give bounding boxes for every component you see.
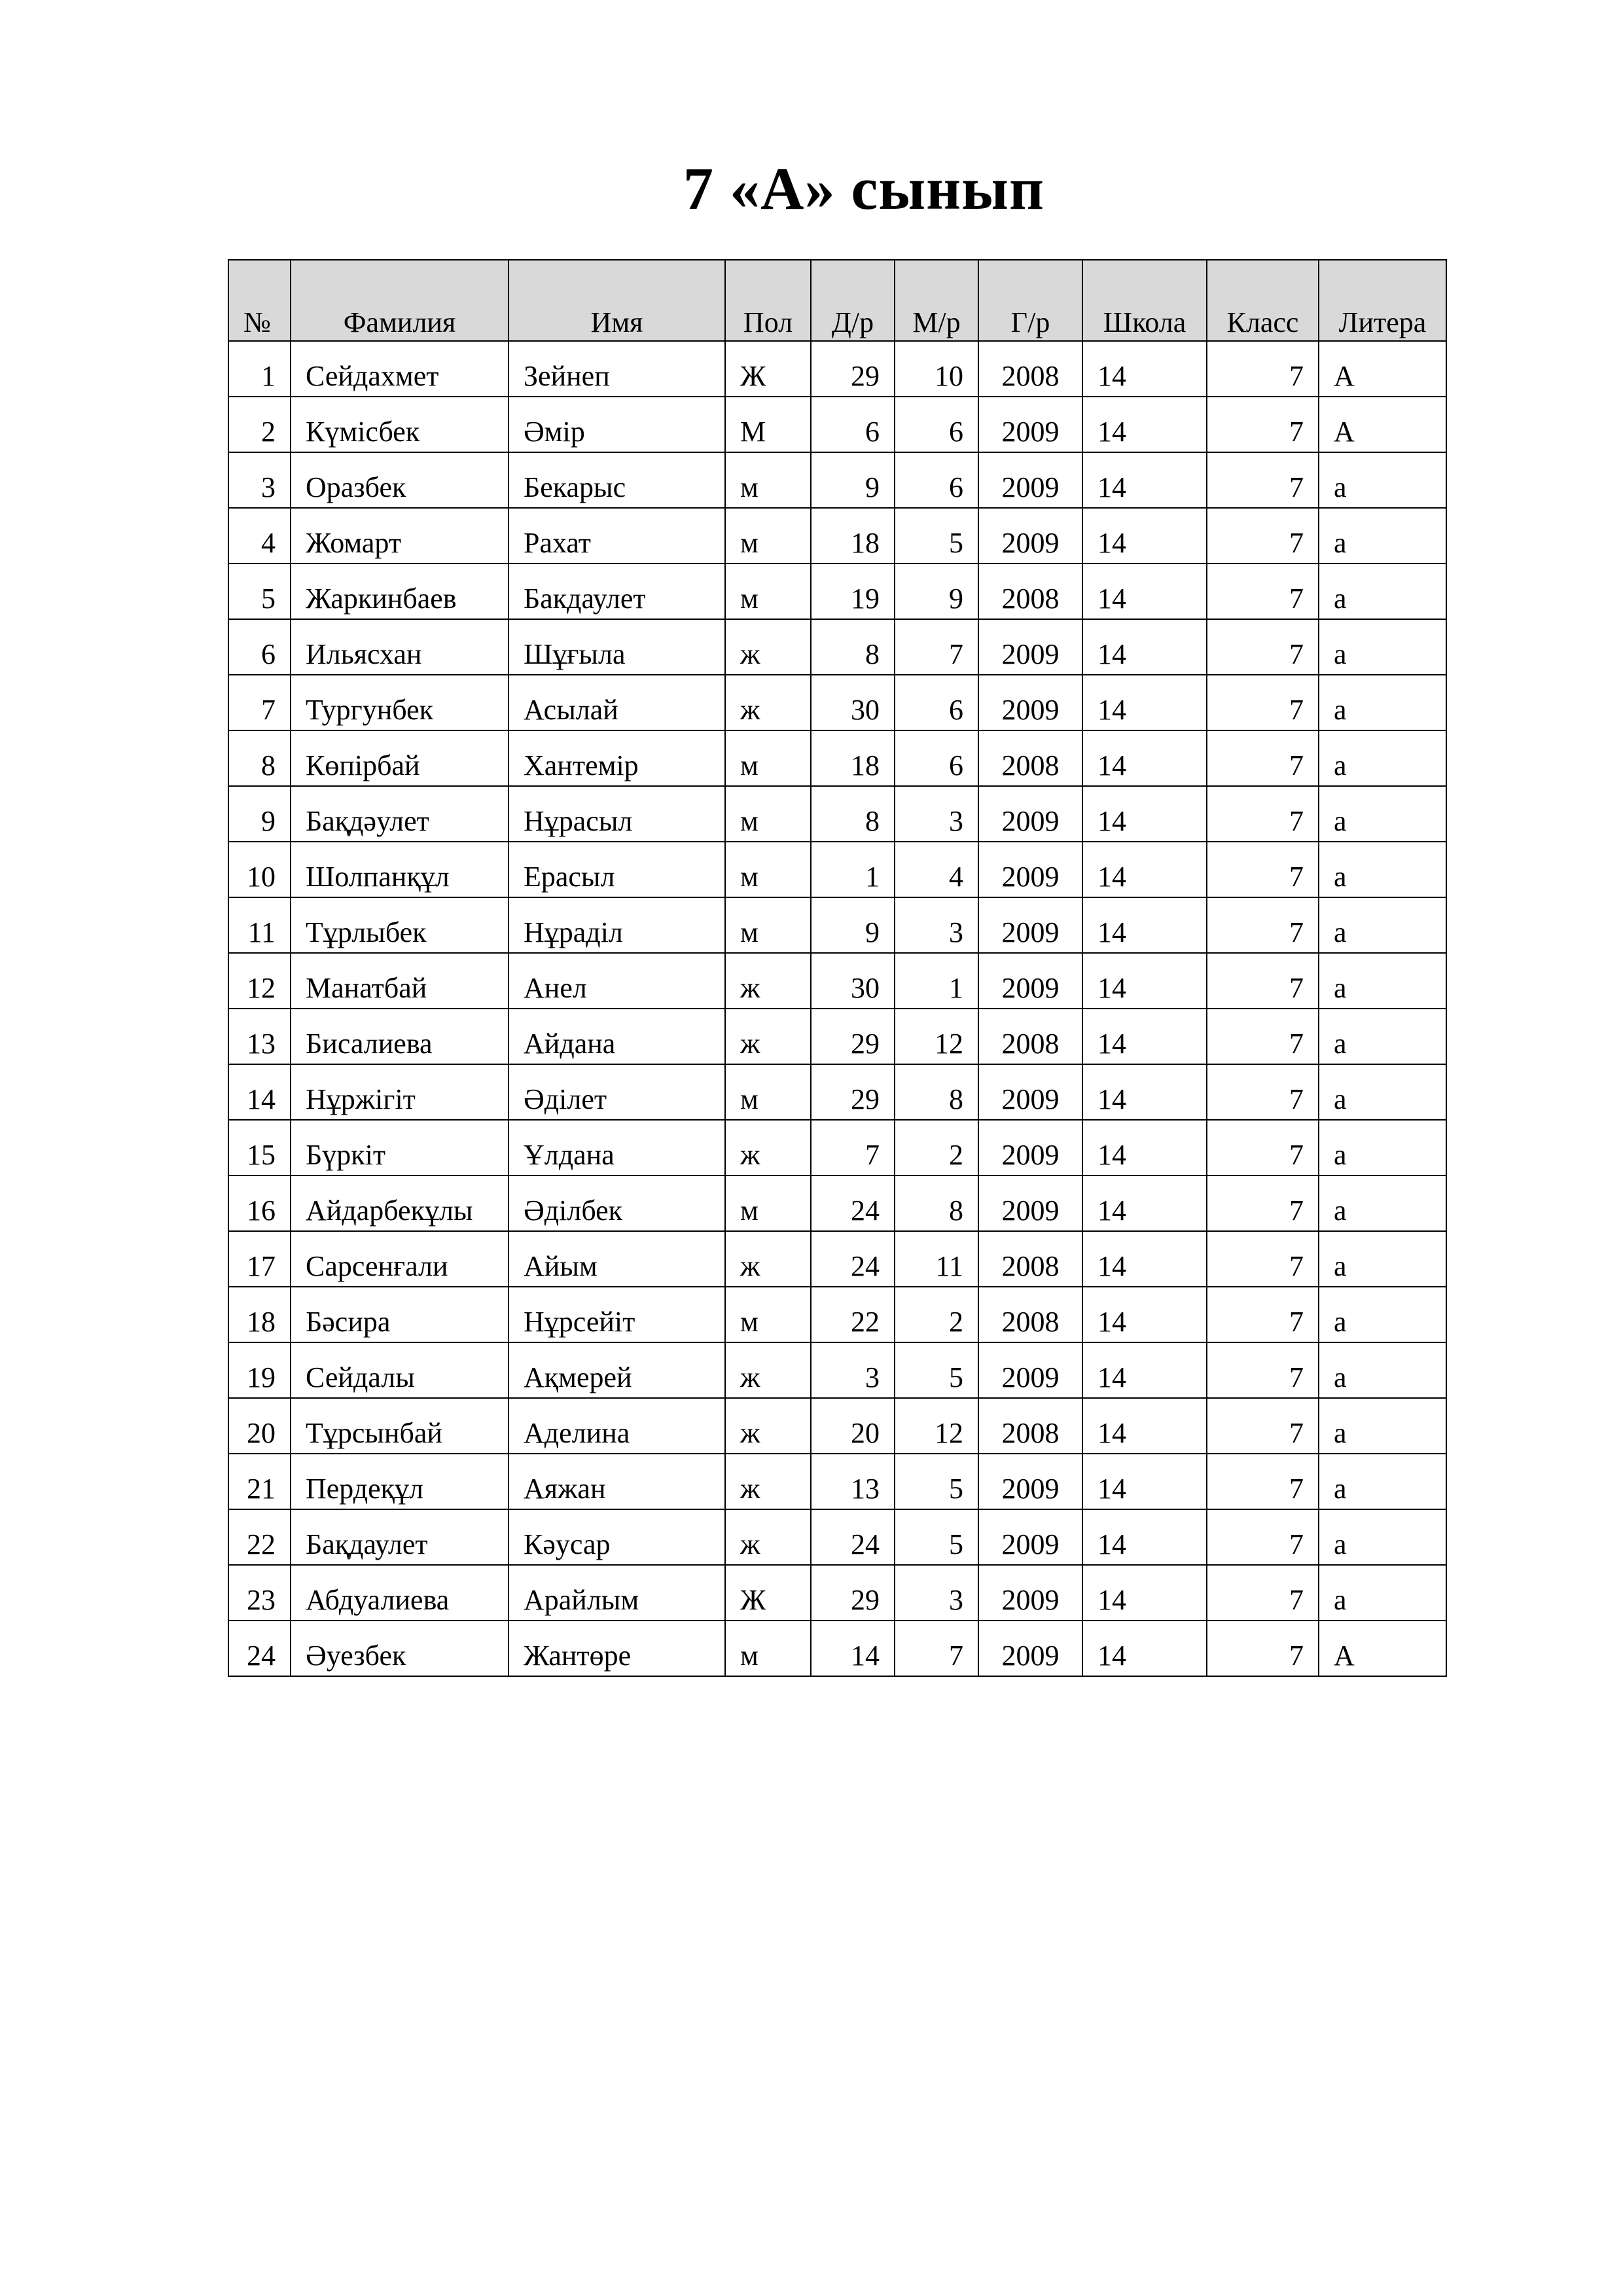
table-row: [228, 1565, 1446, 1621]
cell-month: 6: [895, 730, 978, 786]
table-row: [228, 675, 1446, 730]
cell-sex: ж: [725, 1454, 811, 1509]
cell-month: 5: [895, 1509, 978, 1565]
cell-letter: а: [1319, 730, 1446, 786]
table-row: [228, 1509, 1446, 1565]
table-row: [228, 1009, 1446, 1064]
cell-no: 20: [228, 1398, 291, 1454]
cell-school: 14: [1082, 564, 1207, 619]
table-row: [228, 1120, 1446, 1175]
cell-no: 5: [228, 564, 291, 619]
cell-surname: Сарсенғали: [291, 1231, 508, 1287]
cell-name: Нұраділ: [508, 897, 725, 953]
table-row: [228, 397, 1446, 452]
cell-year: 2009: [978, 397, 1082, 452]
cell-name: Шұғыла: [508, 619, 725, 675]
cell-letter: А: [1319, 397, 1446, 452]
cell-month: 2: [895, 1120, 978, 1175]
cell-school: 14: [1082, 1621, 1207, 1676]
cell-sex: М: [725, 397, 811, 452]
cell-class: 7: [1207, 619, 1319, 675]
header-day: Д/р: [811, 260, 895, 341]
cell-class: 7: [1207, 397, 1319, 452]
cell-school: 14: [1082, 675, 1207, 730]
cell-day: 30: [811, 675, 895, 730]
header-letter: Литера: [1319, 260, 1446, 341]
cell-letter: а: [1319, 1231, 1446, 1287]
cell-name: Арайлым: [508, 1565, 725, 1621]
table-row: [228, 953, 1446, 1009]
table-row: [228, 1621, 1446, 1676]
cell-school: 14: [1082, 452, 1207, 508]
cell-sex: м: [725, 1287, 811, 1342]
cell-surname: Бүркіт: [291, 1120, 508, 1175]
cell-no: 6: [228, 619, 291, 675]
cell-letter: а: [1319, 508, 1446, 564]
cell-school: 14: [1082, 1565, 1207, 1621]
cell-month: 3: [895, 897, 978, 953]
table-row: [228, 1175, 1446, 1231]
table-header-row: [228, 260, 1446, 341]
cell-letter: а: [1319, 897, 1446, 953]
cell-sex: м: [725, 1621, 811, 1676]
cell-year: 2009: [978, 1509, 1082, 1565]
cell-sex: ж: [725, 619, 811, 675]
cell-no: 19: [228, 1342, 291, 1398]
header-name: Имя: [508, 260, 725, 341]
header-no: №: [228, 260, 291, 341]
cell-name: Айым: [508, 1231, 725, 1287]
cell-school: 14: [1082, 1342, 1207, 1398]
cell-sex: ж: [725, 1509, 811, 1565]
cell-year: 2009: [978, 786, 1082, 842]
cell-day: 18: [811, 508, 895, 564]
cell-name: Бекарыс: [508, 452, 725, 508]
cell-sex: ж: [725, 1120, 811, 1175]
cell-surname: Жомарт: [291, 508, 508, 564]
table-row: [228, 842, 1446, 897]
cell-sex: Ж: [725, 1565, 811, 1621]
cell-sex: м: [725, 842, 811, 897]
cell-name: Кәусар: [508, 1509, 725, 1565]
cell-letter: а: [1319, 1565, 1446, 1621]
cell-surname: Ильясхан: [291, 619, 508, 675]
cell-sex: ж: [725, 675, 811, 730]
cell-sex: ж: [725, 1009, 811, 1064]
cell-surname: Бәсира: [291, 1287, 508, 1342]
cell-school: 14: [1082, 1009, 1207, 1064]
cell-year: 2009: [978, 1342, 1082, 1398]
student-table: [228, 259, 1447, 1677]
cell-letter: а: [1319, 953, 1446, 1009]
cell-name: Аяжан: [508, 1454, 725, 1509]
cell-month: 3: [895, 786, 978, 842]
cell-day: 9: [811, 452, 895, 508]
cell-surname: Тұрсынбай: [291, 1398, 508, 1454]
cell-name: Нұрсейіт: [508, 1287, 725, 1342]
table-row: [228, 564, 1446, 619]
cell-surname: Сейдалы: [291, 1342, 508, 1398]
cell-no: 7: [228, 675, 291, 730]
cell-name: Айдана: [508, 1009, 725, 1064]
cell-no: 4: [228, 508, 291, 564]
cell-letter: а: [1319, 1120, 1446, 1175]
cell-class: 7: [1207, 897, 1319, 953]
cell-school: 14: [1082, 1120, 1207, 1175]
cell-letter: а: [1319, 1398, 1446, 1454]
cell-class: 7: [1207, 508, 1319, 564]
cell-day: 1: [811, 842, 895, 897]
cell-day: 22: [811, 1287, 895, 1342]
cell-no: 22: [228, 1509, 291, 1565]
cell-class: 7: [1207, 1454, 1319, 1509]
cell-class: 7: [1207, 564, 1319, 619]
cell-month: 11: [895, 1231, 978, 1287]
cell-day: 29: [811, 1565, 895, 1621]
cell-letter: а: [1319, 1009, 1446, 1064]
cell-school: 14: [1082, 730, 1207, 786]
table-row: [228, 1454, 1446, 1509]
cell-sex: м: [725, 730, 811, 786]
cell-letter: а: [1319, 842, 1446, 897]
cell-day: 19: [811, 564, 895, 619]
page-title: 7 «А» сынып: [683, 155, 1044, 222]
cell-school: 14: [1082, 953, 1207, 1009]
cell-surname: Күмісбек: [291, 397, 508, 452]
cell-no: 23: [228, 1565, 291, 1621]
cell-month: 5: [895, 508, 978, 564]
table-row: [228, 1342, 1446, 1398]
cell-school: 14: [1082, 786, 1207, 842]
cell-class: 7: [1207, 730, 1319, 786]
cell-no: 16: [228, 1175, 291, 1231]
cell-month: 3: [895, 1565, 978, 1621]
cell-year: 2008: [978, 1231, 1082, 1287]
cell-day: 29: [811, 1009, 895, 1064]
table-row: [228, 341, 1446, 397]
cell-sex: Ж: [725, 341, 811, 397]
cell-day: 29: [811, 1064, 895, 1120]
cell-surname: Нұржігіт: [291, 1064, 508, 1120]
cell-surname: Тұрлыбек: [291, 897, 508, 953]
cell-year: 2009: [978, 1621, 1082, 1676]
cell-no: 3: [228, 452, 291, 508]
cell-name: Ерасыл: [508, 842, 725, 897]
cell-class: 7: [1207, 842, 1319, 897]
cell-name: Аделина: [508, 1398, 725, 1454]
cell-name: Ақмерей: [508, 1342, 725, 1398]
cell-no: 15: [228, 1120, 291, 1175]
cell-class: 7: [1207, 1342, 1319, 1398]
cell-day: 24: [811, 1231, 895, 1287]
cell-surname: Шолпанқұл: [291, 842, 508, 897]
cell-no: 13: [228, 1009, 291, 1064]
cell-class: 7: [1207, 1231, 1319, 1287]
cell-sex: м: [725, 564, 811, 619]
cell-letter: а: [1319, 1287, 1446, 1342]
cell-day: 7: [811, 1120, 895, 1175]
cell-letter: А: [1319, 341, 1446, 397]
table-row: [228, 1398, 1446, 1454]
cell-month: 2: [895, 1287, 978, 1342]
cell-letter: а: [1319, 1509, 1446, 1565]
cell-class: 7: [1207, 1009, 1319, 1064]
cell-class: 7: [1207, 1287, 1319, 1342]
cell-name: Бакдаулет: [508, 564, 725, 619]
cell-month: 12: [895, 1398, 978, 1454]
table-row: [228, 452, 1446, 508]
cell-year: 2009: [978, 508, 1082, 564]
cell-surname: Сейдахмет: [291, 341, 508, 397]
cell-no: 8: [228, 730, 291, 786]
cell-letter: а: [1319, 452, 1446, 508]
cell-day: 14: [811, 1621, 895, 1676]
table-row: [228, 1287, 1446, 1342]
cell-class: 7: [1207, 953, 1319, 1009]
cell-school: 14: [1082, 1231, 1207, 1287]
cell-school: 14: [1082, 1398, 1207, 1454]
table-row: [228, 730, 1446, 786]
cell-surname: Тургунбек: [291, 675, 508, 730]
cell-sex: м: [725, 786, 811, 842]
cell-month: 9: [895, 564, 978, 619]
cell-name: Жантөре: [508, 1621, 725, 1676]
cell-class: 7: [1207, 1120, 1319, 1175]
table-row: [228, 786, 1446, 842]
cell-day: 8: [811, 786, 895, 842]
cell-year: 2008: [978, 1287, 1082, 1342]
cell-year: 2009: [978, 842, 1082, 897]
cell-name: Нұрасыл: [508, 786, 725, 842]
cell-month: 4: [895, 842, 978, 897]
cell-day: 30: [811, 953, 895, 1009]
cell-letter: а: [1319, 564, 1446, 619]
cell-month: 10: [895, 341, 978, 397]
cell-month: 5: [895, 1342, 978, 1398]
cell-no: 18: [228, 1287, 291, 1342]
cell-year: 2009: [978, 1454, 1082, 1509]
cell-school: 14: [1082, 397, 1207, 452]
cell-sex: м: [725, 1064, 811, 1120]
cell-no: 11: [228, 897, 291, 953]
cell-class: 7: [1207, 1064, 1319, 1120]
cell-day: 13: [811, 1454, 895, 1509]
cell-day: 9: [811, 897, 895, 953]
cell-year: 2009: [978, 1565, 1082, 1621]
cell-surname: Бақдаулет: [291, 1509, 508, 1565]
cell-year: 2008: [978, 1009, 1082, 1064]
cell-month: 6: [895, 397, 978, 452]
cell-month: 8: [895, 1064, 978, 1120]
cell-sex: м: [725, 452, 811, 508]
cell-surname: Айдарбекұлы: [291, 1175, 508, 1231]
header-sex: Пол: [725, 260, 811, 341]
cell-surname: Жаркинбаев: [291, 564, 508, 619]
cell-month: 12: [895, 1009, 978, 1064]
cell-surname: Көпірбай: [291, 730, 508, 786]
cell-sex: м: [725, 897, 811, 953]
cell-month: 7: [895, 619, 978, 675]
cell-school: 14: [1082, 1454, 1207, 1509]
cell-surname: Бақдәулет: [291, 786, 508, 842]
cell-class: 7: [1207, 452, 1319, 508]
cell-surname: Оразбек: [291, 452, 508, 508]
cell-no: 24: [228, 1621, 291, 1676]
cell-name: Зейнеп: [508, 341, 725, 397]
cell-sex: м: [725, 1175, 811, 1231]
cell-surname: Пердеқұл: [291, 1454, 508, 1509]
cell-surname: Әуезбек: [291, 1621, 508, 1676]
cell-surname: Бисалиева: [291, 1009, 508, 1064]
cell-year: 2009: [978, 1120, 1082, 1175]
cell-school: 14: [1082, 842, 1207, 897]
cell-month: 6: [895, 452, 978, 508]
cell-month: 8: [895, 1175, 978, 1231]
cell-school: 14: [1082, 508, 1207, 564]
cell-year: 2008: [978, 730, 1082, 786]
table-row: [228, 619, 1446, 675]
cell-letter: А: [1319, 1621, 1446, 1676]
cell-year: 2008: [978, 1398, 1082, 1454]
cell-no: 10: [228, 842, 291, 897]
cell-name: Әмір: [508, 397, 725, 452]
cell-school: 14: [1082, 1175, 1207, 1231]
cell-school: 14: [1082, 1287, 1207, 1342]
cell-surname: Манатбай: [291, 953, 508, 1009]
cell-letter: а: [1319, 1342, 1446, 1398]
cell-name: Әділет: [508, 1064, 725, 1120]
cell-no: 2: [228, 397, 291, 452]
cell-month: 7: [895, 1621, 978, 1676]
cell-year: 2009: [978, 1175, 1082, 1231]
cell-school: 14: [1082, 619, 1207, 675]
cell-name: Асылай: [508, 675, 725, 730]
table-row: [228, 1231, 1446, 1287]
cell-name: Хантемір: [508, 730, 725, 786]
cell-day: 3: [811, 1342, 895, 1398]
cell-letter: а: [1319, 786, 1446, 842]
cell-year: 2009: [978, 897, 1082, 953]
cell-sex: м: [725, 508, 811, 564]
cell-letter: а: [1319, 1175, 1446, 1231]
cell-month: 1: [895, 953, 978, 1009]
cell-name: Ұлдана: [508, 1120, 725, 1175]
header-month: М/р: [895, 260, 978, 341]
cell-name: Рахат: [508, 508, 725, 564]
cell-day: 29: [811, 341, 895, 397]
header-school: Школа: [1082, 260, 1207, 341]
cell-day: 24: [811, 1509, 895, 1565]
cell-month: 5: [895, 1454, 978, 1509]
cell-no: 14: [228, 1064, 291, 1120]
header-class: Класс: [1207, 260, 1319, 341]
cell-class: 7: [1207, 1509, 1319, 1565]
cell-surname: Абдуалиева: [291, 1565, 508, 1621]
cell-year: 2009: [978, 619, 1082, 675]
cell-sex: ж: [725, 953, 811, 1009]
cell-year: 2009: [978, 1064, 1082, 1120]
cell-school: 14: [1082, 1509, 1207, 1565]
cell-school: 14: [1082, 1064, 1207, 1120]
cell-letter: а: [1319, 1454, 1446, 1509]
cell-name: Әділбек: [508, 1175, 725, 1231]
cell-year: 2008: [978, 564, 1082, 619]
cell-sex: ж: [725, 1231, 811, 1287]
cell-year: 2009: [978, 675, 1082, 730]
cell-year: 2009: [978, 452, 1082, 508]
cell-month: 6: [895, 675, 978, 730]
cell-sex: ж: [725, 1342, 811, 1398]
cell-class: 7: [1207, 1565, 1319, 1621]
cell-day: 6: [811, 397, 895, 452]
cell-class: 7: [1207, 675, 1319, 730]
cell-no: 1: [228, 341, 291, 397]
cell-class: 7: [1207, 1175, 1319, 1231]
table-row: [228, 1064, 1446, 1120]
cell-class: 7: [1207, 1398, 1319, 1454]
cell-year: 2008: [978, 341, 1082, 397]
table-body: [228, 341, 1446, 1676]
cell-class: 7: [1207, 786, 1319, 842]
header-year: Г/р: [978, 260, 1082, 341]
cell-sex: ж: [725, 1398, 811, 1454]
cell-day: 8: [811, 619, 895, 675]
header-surname: Фамилия: [291, 260, 508, 341]
cell-day: 18: [811, 730, 895, 786]
cell-letter: а: [1319, 1064, 1446, 1120]
cell-school: 14: [1082, 341, 1207, 397]
cell-letter: а: [1319, 675, 1446, 730]
cell-no: 17: [228, 1231, 291, 1287]
cell-class: 7: [1207, 341, 1319, 397]
cell-letter: а: [1319, 619, 1446, 675]
table-row: [228, 508, 1446, 564]
table-row: [228, 897, 1446, 953]
cell-no: 21: [228, 1454, 291, 1509]
cell-day: 20: [811, 1398, 895, 1454]
cell-no: 9: [228, 786, 291, 842]
cell-class: 7: [1207, 1621, 1319, 1676]
cell-school: 14: [1082, 897, 1207, 953]
cell-year: 2009: [978, 953, 1082, 1009]
cell-no: 12: [228, 953, 291, 1009]
cell-name: Анел: [508, 953, 725, 1009]
cell-day: 24: [811, 1175, 895, 1231]
